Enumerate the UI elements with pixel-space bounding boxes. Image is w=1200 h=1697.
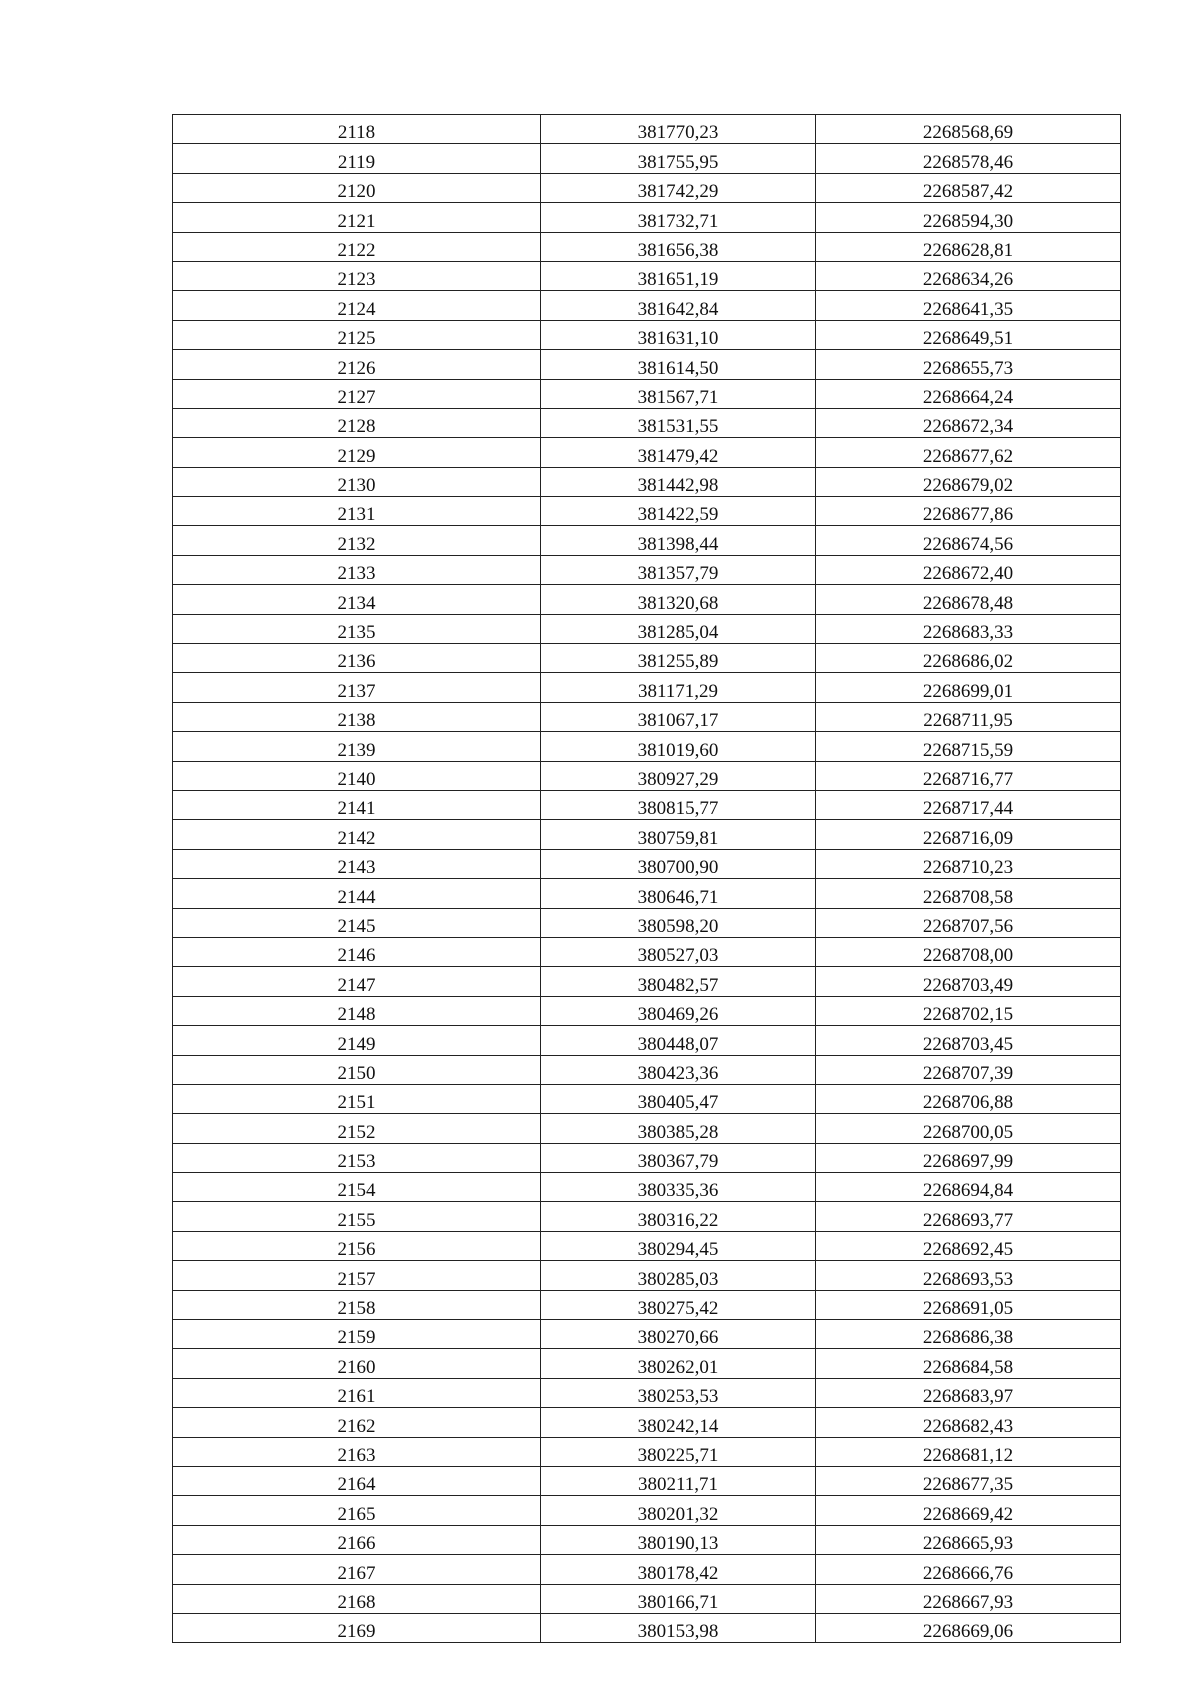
table-row <box>173 849 1121 878</box>
point-number-cell: 2138 <box>173 702 541 731</box>
point-number-cell: 2155 <box>173 1202 541 1231</box>
point-number-cell: 2164 <box>173 1466 541 1495</box>
y-coordinate-cell: 2268669,06 <box>816 1613 1121 1642</box>
x-coordinate-cell: 380166,71 <box>541 1584 816 1613</box>
table-row <box>173 673 1121 702</box>
table-row <box>173 555 1121 584</box>
y-coordinate-cell: 2268686,38 <box>816 1320 1121 1349</box>
point-number-cell: 2134 <box>173 585 541 614</box>
point-number-cell: 2146 <box>173 937 541 966</box>
x-coordinate-cell: 381398,44 <box>541 526 816 555</box>
x-coordinate-cell: 380927,29 <box>541 761 816 790</box>
x-coordinate-cell: 381531,55 <box>541 408 816 437</box>
point-number-cell: 2150 <box>173 1055 541 1084</box>
x-coordinate-cell: 381755,95 <box>541 144 816 173</box>
point-number-cell: 2135 <box>173 614 541 643</box>
point-number-cell: 2149 <box>173 1026 541 1055</box>
point-number-cell: 2130 <box>173 467 541 496</box>
x-coordinate-cell: 381067,17 <box>541 702 816 731</box>
y-coordinate-cell: 2268694,84 <box>816 1173 1121 1202</box>
y-coordinate-cell: 2268587,42 <box>816 173 1121 202</box>
y-coordinate-cell: 2268683,33 <box>816 614 1121 643</box>
x-coordinate-cell: 380815,77 <box>541 790 816 819</box>
x-coordinate-cell: 380262,01 <box>541 1349 816 1378</box>
table-row <box>173 1143 1121 1172</box>
point-number-cell: 2154 <box>173 1173 541 1202</box>
point-number-cell: 2137 <box>173 673 541 702</box>
table-row <box>173 1231 1121 1260</box>
x-coordinate-cell: 381320,68 <box>541 585 816 614</box>
point-number-cell: 2152 <box>173 1114 541 1143</box>
point-number-cell: 2118 <box>173 115 541 144</box>
y-coordinate-cell: 2268594,30 <box>816 203 1121 232</box>
y-coordinate-cell: 2268679,02 <box>816 467 1121 496</box>
x-coordinate-cell: 380759,81 <box>541 820 816 849</box>
point-number-cell: 2125 <box>173 320 541 349</box>
y-coordinate-cell: 2268703,45 <box>816 1026 1121 1055</box>
y-coordinate-cell: 2268641,35 <box>816 291 1121 320</box>
point-number-cell: 2145 <box>173 908 541 937</box>
point-number-cell: 2165 <box>173 1496 541 1525</box>
table-row <box>173 438 1121 467</box>
table-row <box>173 820 1121 849</box>
x-coordinate-cell: 380646,71 <box>541 879 816 908</box>
point-number-cell: 2166 <box>173 1525 541 1554</box>
point-number-cell: 2144 <box>173 879 541 908</box>
y-coordinate-cell: 2268699,01 <box>816 673 1121 702</box>
x-coordinate-cell: 381357,79 <box>541 555 816 584</box>
table-row <box>173 1055 1121 1084</box>
point-number-cell: 2160 <box>173 1349 541 1378</box>
y-coordinate-cell: 2268682,43 <box>816 1408 1121 1437</box>
table-row <box>173 408 1121 437</box>
table-row <box>173 261 1121 290</box>
table-row <box>173 379 1121 408</box>
y-coordinate-cell: 2268666,76 <box>816 1555 1121 1584</box>
table-row <box>173 1320 1121 1349</box>
x-coordinate-cell: 380275,42 <box>541 1290 816 1319</box>
y-coordinate-cell: 2268667,93 <box>816 1584 1121 1613</box>
table-row <box>173 937 1121 966</box>
table-row <box>173 497 1121 526</box>
x-coordinate-cell: 380270,66 <box>541 1320 816 1349</box>
point-number-cell: 2168 <box>173 1584 541 1613</box>
x-coordinate-cell: 381742,29 <box>541 173 816 202</box>
y-coordinate-cell: 2268683,97 <box>816 1378 1121 1407</box>
y-coordinate-cell: 2268702,15 <box>816 996 1121 1025</box>
y-coordinate-cell: 2268716,09 <box>816 820 1121 849</box>
y-coordinate-cell: 2268672,34 <box>816 408 1121 437</box>
point-number-cell: 2119 <box>173 144 541 173</box>
point-number-cell: 2132 <box>173 526 541 555</box>
y-coordinate-cell: 2268649,51 <box>816 320 1121 349</box>
y-coordinate-cell: 2268686,02 <box>816 644 1121 673</box>
x-coordinate-cell: 380367,79 <box>541 1143 816 1172</box>
x-coordinate-cell: 381651,19 <box>541 261 816 290</box>
table-row <box>173 1084 1121 1113</box>
table-row <box>173 232 1121 261</box>
y-coordinate-cell: 2268677,62 <box>816 438 1121 467</box>
table-row <box>173 644 1121 673</box>
y-coordinate-cell: 2268707,39 <box>816 1055 1121 1084</box>
table-row <box>173 1584 1121 1613</box>
point-number-cell: 2121 <box>173 203 541 232</box>
table-row <box>173 467 1121 496</box>
point-number-cell: 2167 <box>173 1555 541 1584</box>
y-coordinate-cell: 2268706,88 <box>816 1084 1121 1113</box>
table-row <box>173 1349 1121 1378</box>
point-number-cell: 2169 <box>173 1613 541 1642</box>
coordinates-table <box>172 114 1121 1643</box>
coordinates-table-body <box>173 115 1121 1643</box>
table-row <box>173 320 1121 349</box>
point-number-cell: 2156 <box>173 1231 541 1260</box>
y-coordinate-cell: 2268665,93 <box>816 1525 1121 1554</box>
point-number-cell: 2127 <box>173 379 541 408</box>
y-coordinate-cell: 2268710,23 <box>816 849 1121 878</box>
x-coordinate-cell: 381255,89 <box>541 644 816 673</box>
y-coordinate-cell: 2268677,86 <box>816 497 1121 526</box>
x-coordinate-cell: 381631,10 <box>541 320 816 349</box>
x-coordinate-cell: 381656,38 <box>541 232 816 261</box>
x-coordinate-cell: 380700,90 <box>541 849 816 878</box>
x-coordinate-cell: 380201,32 <box>541 1496 816 1525</box>
point-number-cell: 2131 <box>173 497 541 526</box>
table-row <box>173 879 1121 908</box>
y-coordinate-cell: 2268693,53 <box>816 1261 1121 1290</box>
point-number-cell: 2129 <box>173 438 541 467</box>
table-row <box>173 203 1121 232</box>
table-row <box>173 967 1121 996</box>
y-coordinate-cell: 2268655,73 <box>816 350 1121 379</box>
y-coordinate-cell: 2268703,49 <box>816 967 1121 996</box>
table-row <box>173 1173 1121 1202</box>
y-coordinate-cell: 2268692,45 <box>816 1231 1121 1260</box>
point-number-cell: 2136 <box>173 644 541 673</box>
x-coordinate-cell: 381642,84 <box>541 291 816 320</box>
y-coordinate-cell: 2268568,69 <box>816 115 1121 144</box>
table-row <box>173 291 1121 320</box>
y-coordinate-cell: 2268717,44 <box>816 790 1121 819</box>
y-coordinate-cell: 2268664,24 <box>816 379 1121 408</box>
x-coordinate-cell: 380448,07 <box>541 1026 816 1055</box>
y-coordinate-cell: 2268691,05 <box>816 1290 1121 1319</box>
y-coordinate-cell: 2268711,95 <box>816 702 1121 731</box>
y-coordinate-cell: 2268628,81 <box>816 232 1121 261</box>
y-coordinate-cell: 2268700,05 <box>816 1114 1121 1143</box>
y-coordinate-cell: 2268715,59 <box>816 732 1121 761</box>
table-row <box>173 1408 1121 1437</box>
point-number-cell: 2133 <box>173 555 541 584</box>
table-row <box>173 908 1121 937</box>
point-number-cell: 2147 <box>173 967 541 996</box>
y-coordinate-cell: 2268674,56 <box>816 526 1121 555</box>
point-number-cell: 2153 <box>173 1143 541 1172</box>
y-coordinate-cell: 2268716,77 <box>816 761 1121 790</box>
y-coordinate-cell: 2268678,48 <box>816 585 1121 614</box>
y-coordinate-cell: 2268677,35 <box>816 1466 1121 1495</box>
x-coordinate-cell: 381567,71 <box>541 379 816 408</box>
x-coordinate-cell: 380482,57 <box>541 967 816 996</box>
point-number-cell: 2143 <box>173 849 541 878</box>
y-coordinate-cell: 2268693,77 <box>816 1202 1121 1231</box>
table-row <box>173 1466 1121 1495</box>
table-row <box>173 614 1121 643</box>
table-row <box>173 1613 1121 1642</box>
x-coordinate-cell: 381422,59 <box>541 497 816 526</box>
x-coordinate-cell: 380385,28 <box>541 1114 816 1143</box>
table-row <box>173 1290 1121 1319</box>
y-coordinate-cell: 2268681,12 <box>816 1437 1121 1466</box>
point-number-cell: 2120 <box>173 173 541 202</box>
table-row <box>173 1437 1121 1466</box>
table-row <box>173 702 1121 731</box>
table-row <box>173 173 1121 202</box>
x-coordinate-cell: 380598,20 <box>541 908 816 937</box>
table-row <box>173 761 1121 790</box>
x-coordinate-cell: 381770,23 <box>541 115 816 144</box>
x-coordinate-cell: 380178,42 <box>541 1555 816 1584</box>
y-coordinate-cell: 2268697,99 <box>816 1143 1121 1172</box>
y-coordinate-cell: 2268669,42 <box>816 1496 1121 1525</box>
table-row <box>173 1114 1121 1143</box>
table-row <box>173 115 1121 144</box>
table-row <box>173 350 1121 379</box>
table-row <box>173 1261 1121 1290</box>
y-coordinate-cell: 2268708,00 <box>816 937 1121 966</box>
x-coordinate-cell: 380316,22 <box>541 1202 816 1231</box>
point-number-cell: 2159 <box>173 1320 541 1349</box>
point-number-cell: 2163 <box>173 1437 541 1466</box>
table-row <box>173 585 1121 614</box>
x-coordinate-cell: 381019,60 <box>541 732 816 761</box>
x-coordinate-cell: 380527,03 <box>541 937 816 966</box>
x-coordinate-cell: 380242,14 <box>541 1408 816 1437</box>
point-number-cell: 2142 <box>173 820 541 849</box>
table-row <box>173 144 1121 173</box>
x-coordinate-cell: 381171,29 <box>541 673 816 702</box>
table-row <box>173 732 1121 761</box>
table-row <box>173 1202 1121 1231</box>
y-coordinate-cell: 2268707,56 <box>816 908 1121 937</box>
point-number-cell: 2148 <box>173 996 541 1025</box>
x-coordinate-cell: 380211,71 <box>541 1466 816 1495</box>
y-coordinate-cell: 2268684,58 <box>816 1349 1121 1378</box>
point-number-cell: 2161 <box>173 1378 541 1407</box>
x-coordinate-cell: 380469,26 <box>541 996 816 1025</box>
table-row <box>173 1378 1121 1407</box>
point-number-cell: 2128 <box>173 408 541 437</box>
point-number-cell: 2151 <box>173 1084 541 1113</box>
x-coordinate-cell: 381285,04 <box>541 614 816 643</box>
x-coordinate-cell: 380405,47 <box>541 1084 816 1113</box>
table-row <box>173 1496 1121 1525</box>
x-coordinate-cell: 380253,53 <box>541 1378 816 1407</box>
x-coordinate-cell: 381614,50 <box>541 350 816 379</box>
point-number-cell: 2123 <box>173 261 541 290</box>
x-coordinate-cell: 381732,71 <box>541 203 816 232</box>
x-coordinate-cell: 380294,45 <box>541 1231 816 1260</box>
x-coordinate-cell: 380335,36 <box>541 1173 816 1202</box>
table-row <box>173 1026 1121 1055</box>
y-coordinate-cell: 2268708,58 <box>816 879 1121 908</box>
y-coordinate-cell: 2268634,26 <box>816 261 1121 290</box>
x-coordinate-cell: 380153,98 <box>541 1613 816 1642</box>
x-coordinate-cell: 380190,13 <box>541 1525 816 1554</box>
point-number-cell: 2157 <box>173 1261 541 1290</box>
point-number-cell: 2140 <box>173 761 541 790</box>
y-coordinate-cell: 2268578,46 <box>816 144 1121 173</box>
x-coordinate-cell: 380285,03 <box>541 1261 816 1290</box>
point-number-cell: 2158 <box>173 1290 541 1319</box>
point-number-cell: 2122 <box>173 232 541 261</box>
y-coordinate-cell: 2268672,40 <box>816 555 1121 584</box>
point-number-cell: 2124 <box>173 291 541 320</box>
point-number-cell: 2162 <box>173 1408 541 1437</box>
point-number-cell: 2139 <box>173 732 541 761</box>
table-row <box>173 1555 1121 1584</box>
x-coordinate-cell: 381442,98 <box>541 467 816 496</box>
table-row <box>173 996 1121 1025</box>
x-coordinate-cell: 380423,36 <box>541 1055 816 1084</box>
point-number-cell: 2126 <box>173 350 541 379</box>
x-coordinate-cell: 381479,42 <box>541 438 816 467</box>
x-coordinate-cell: 380225,71 <box>541 1437 816 1466</box>
table-row <box>173 790 1121 819</box>
table-row <box>173 526 1121 555</box>
table-row <box>173 1525 1121 1554</box>
point-number-cell: 2141 <box>173 790 541 819</box>
